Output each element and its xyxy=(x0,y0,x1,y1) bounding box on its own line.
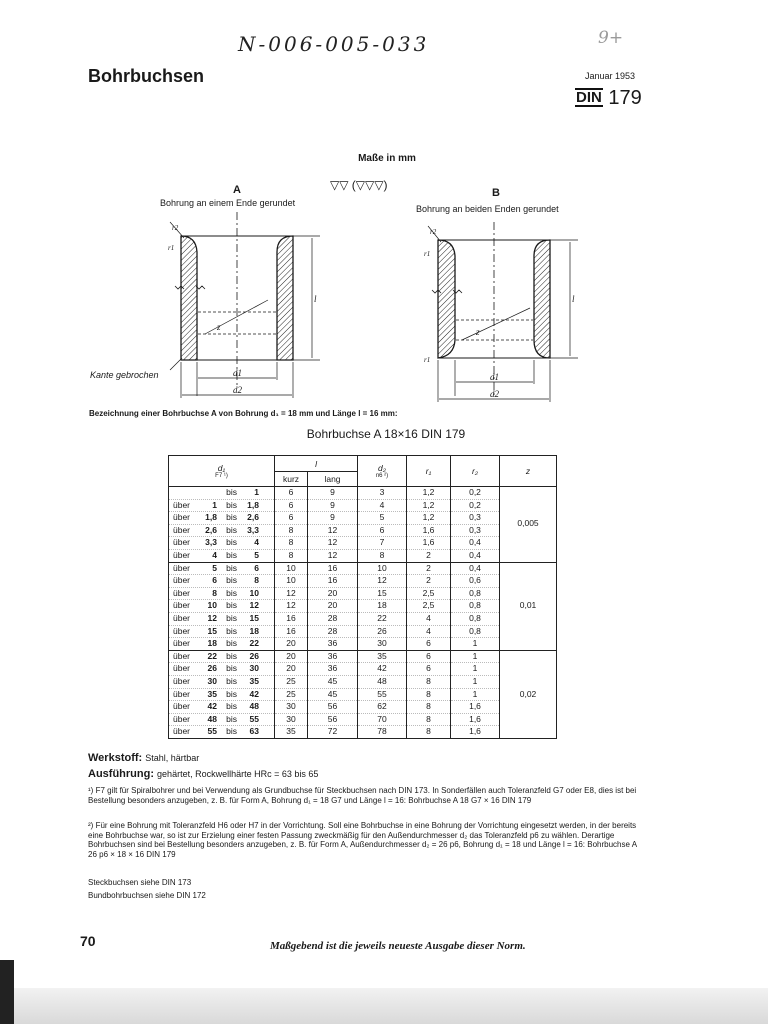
table-row xyxy=(169,688,557,701)
cell-d2: 22 xyxy=(358,612,407,625)
cell-d1: bis 1 xyxy=(169,487,275,500)
bushing-technical-drawing xyxy=(0,0,768,410)
execution-label: Ausführung: xyxy=(88,768,154,780)
cell-lang: 16 xyxy=(308,575,358,588)
cell-d2: 5 xyxy=(358,512,407,525)
cell-kurz: 6 xyxy=(275,512,308,525)
cell-r2: 0,4 xyxy=(451,537,500,550)
cell-r2: 0,8 xyxy=(451,587,500,600)
cell-r2: 0,4 xyxy=(451,562,500,575)
cell-d1: über 1,8 bis 2,6 xyxy=(169,512,275,525)
table-row xyxy=(169,701,557,714)
cell-r2: 1,6 xyxy=(451,701,500,714)
cell-r2: 0,8 xyxy=(451,600,500,613)
cell-kurz: 8 xyxy=(275,549,308,562)
scan-left-edge xyxy=(0,960,14,1024)
label-r2-b: r2 xyxy=(430,228,437,236)
cell-d1: über 8 bis 10 xyxy=(169,587,275,600)
cell-kurz: 6 xyxy=(275,487,308,500)
pencil-corner-mark: 9+ xyxy=(598,28,624,48)
material-value: Stahl, härtbar xyxy=(145,753,200,763)
cell-d2: 55 xyxy=(358,688,407,701)
cell-r1: 1,6 xyxy=(407,537,451,550)
footer-notice: Maßgebend ist die jeweils neueste Ausgabe dieser Norm. xyxy=(270,940,526,952)
cell-r1: 6 xyxy=(407,638,451,651)
drawing-dimension-labels xyxy=(168,224,575,399)
cell-lang: 12 xyxy=(308,524,358,537)
cell-r1: 8 xyxy=(407,688,451,701)
cell-kurz: 16 xyxy=(275,625,308,638)
header-l: l xyxy=(275,456,358,472)
cell-d1: über 42 bis 48 xyxy=(169,701,275,714)
edge-note: Kante gebrochen xyxy=(90,370,159,380)
cell-r2: 0,2 xyxy=(451,499,500,512)
cell-lang: 9 xyxy=(308,512,358,525)
cell-r2: 1 xyxy=(451,675,500,688)
header-r1: r₁ xyxy=(407,456,451,487)
cell-kurz: 35 xyxy=(275,726,308,739)
cell-r1: 8 xyxy=(407,675,451,688)
cell-d2: 18 xyxy=(358,600,407,613)
table-row xyxy=(169,675,557,688)
cell-r2: 1 xyxy=(451,688,500,701)
cell-z: 0,01 xyxy=(500,562,557,650)
cell-d2: 8 xyxy=(358,549,407,562)
cell-r2: 0,3 xyxy=(451,524,500,537)
label-r1-a: r1 xyxy=(168,244,175,252)
cell-d2: 35 xyxy=(358,650,407,663)
cell-lang: 28 xyxy=(308,612,358,625)
header-d2: d₂ n6 ²) xyxy=(358,456,407,487)
cell-lang: 36 xyxy=(308,650,358,663)
cell-d2: 30 xyxy=(358,638,407,651)
cell-r2: 0,4 xyxy=(451,549,500,562)
cell-lang: 28 xyxy=(308,625,358,638)
form-a-description: Bohrung an einem Ende gerundet xyxy=(160,198,296,208)
header-z: z xyxy=(500,456,557,487)
cell-d2: 78 xyxy=(358,726,407,739)
label-z-b: z xyxy=(476,327,480,337)
cell-d1: über 26 bis 30 xyxy=(169,663,275,676)
scan-bottom-edge xyxy=(0,988,768,1024)
cell-d1: über 5 bis 6 xyxy=(169,562,275,575)
cell-lang: 36 xyxy=(308,638,358,651)
cell-r1: 1,2 xyxy=(407,512,451,525)
cell-r2: 1 xyxy=(451,638,500,651)
form-a-letter: A xyxy=(233,184,241,196)
cell-d1: über 18 bis 22 xyxy=(169,638,275,651)
table-row xyxy=(169,600,557,613)
cell-kurz: 12 xyxy=(275,587,308,600)
dimensions-table-wrapper xyxy=(168,455,556,739)
cell-kurz: 6 xyxy=(275,499,308,512)
header-lang: lang xyxy=(308,472,358,487)
form-b-letter: B xyxy=(492,187,500,199)
cell-lang: 16 xyxy=(308,562,358,575)
dimensions-table xyxy=(168,455,557,739)
header-r2: r₂ xyxy=(451,456,500,487)
cell-d1: über 6 bis 8 xyxy=(169,575,275,588)
cell-r1: 6 xyxy=(407,663,451,676)
cell-r1: 2 xyxy=(407,549,451,562)
cell-lang: 9 xyxy=(308,499,358,512)
cell-d1: über 4 bis 5 xyxy=(169,549,275,562)
cell-lang: 36 xyxy=(308,663,358,676)
cell-lang: 12 xyxy=(308,549,358,562)
cell-kurz: 20 xyxy=(275,650,308,663)
form-a-bushing-section xyxy=(170,212,320,398)
cell-d1: über 48 bis 55 xyxy=(169,713,275,726)
table-row xyxy=(169,587,557,600)
label-d1-a: d1 xyxy=(233,368,242,378)
cell-d2: 48 xyxy=(358,675,407,688)
cell-kurz: 20 xyxy=(275,663,308,676)
table-row xyxy=(169,726,557,739)
cell-d2: 3 xyxy=(358,487,407,500)
cell-lang: 20 xyxy=(308,600,358,613)
cell-r1: 6 xyxy=(407,650,451,663)
surface-finish-symbol: ▽▽ (▽▽▽) xyxy=(330,178,388,192)
cell-r2: 0,2 xyxy=(451,487,500,500)
footnote-1-text: F7 gilt für Spiralbohrer und bei Verwendung als Grundbuchse für Steckbuchsen nach DIN 173. In Sonderfällen auch Toleranzfeld G7 oder E8, dies ist bei Bestellung besonders anzugeben, z. B. für Form A, Bohrung d₁ = 18 G7 und Länge l = 16: Bohrbuchse A 18 G7 × 16 DIN 179 xyxy=(88,786,637,805)
table-row xyxy=(169,499,557,512)
cell-r2: 0,3 xyxy=(451,512,500,525)
din-number: 179 xyxy=(608,87,642,109)
header-d1: d₁ F7 ¹) xyxy=(169,456,275,487)
header-kurz: kurz xyxy=(275,472,308,487)
table-row xyxy=(169,650,557,663)
cell-d1: über 1 bis 1,8 xyxy=(169,499,275,512)
cell-d1: über 22 bis 26 xyxy=(169,650,275,663)
cell-r2: 0,8 xyxy=(451,612,500,625)
table-row xyxy=(169,638,557,651)
cell-kurz: 8 xyxy=(275,524,308,537)
cross-reference-steckbuchsen: Steckbuchsen siehe DIN 173 xyxy=(88,878,192,887)
table-row xyxy=(169,537,557,550)
label-l-a: l xyxy=(314,294,317,304)
cell-r1: 8 xyxy=(407,726,451,739)
table-row xyxy=(169,625,557,638)
cell-d1: über 2,6 bis 3,3 xyxy=(169,524,275,537)
label-r1-b-bottom: r1 xyxy=(424,356,431,364)
cell-d1: über 3,3 bis 4 xyxy=(169,537,275,550)
cell-z: 0,02 xyxy=(500,650,557,738)
cell-kurz: 25 xyxy=(275,675,308,688)
cell-d2: 42 xyxy=(358,663,407,676)
label-d2-a: d2 xyxy=(233,385,242,395)
cell-r1: 4 xyxy=(407,625,451,638)
cell-r1: 4 xyxy=(407,612,451,625)
cell-r2: 1,6 xyxy=(451,713,500,726)
cell-r1: 1,6 xyxy=(407,524,451,537)
cell-r1: 8 xyxy=(407,713,451,726)
execution-value: gehärtet, Rockwellhärte HRc = 63 bis 65 xyxy=(157,769,319,779)
form-b-description: Bohrung an beiden Enden gerundet xyxy=(416,204,559,214)
cell-r1: 2 xyxy=(407,562,451,575)
cell-kurz: 30 xyxy=(275,713,308,726)
cell-r1: 2,5 xyxy=(407,600,451,613)
cell-d2: 12 xyxy=(358,575,407,588)
cell-kurz: 20 xyxy=(275,638,308,651)
table-row xyxy=(169,575,557,588)
cell-r2: 0,8 xyxy=(451,625,500,638)
units-label: Maße in mm xyxy=(358,153,416,164)
cell-kurz: 25 xyxy=(275,688,308,701)
cell-lang: 9 xyxy=(308,487,358,500)
label-l-b: l xyxy=(572,294,575,304)
cell-r2: 0,6 xyxy=(451,575,500,588)
label-d2-b: d2 xyxy=(490,389,499,399)
footnote-2-text: Für eine Bohrung mit Toleranzfeld H6 oder H7 in der Vorrichtung. Soll eine Bohrbuchse in eine Bohrung der Vorrichtung eingesetzt werden, in der bereits eine Bohrbuchse war, so ist zur Erzielung einer festen Passung zweckmäßig für den Außendurchmesser d₂ das Toleranzfeld p6 zu wählen. Derartige Bohrbuchsen sind bei Bestellung besonders anzugeben, z. B. für Form A, Außendurchmesser d₂ = 26 p6, Bohrung d₁ = 18 und Länge l = 16: Bohrbuchse A 26 p6 × 18 × 16 DIN 179 xyxy=(88,821,637,859)
table-row xyxy=(169,562,557,575)
table-row xyxy=(169,612,557,625)
footnote-1: ¹) F7 gilt für Spiralbohrer und bei Verwendung als Grundbuchse für Steckbuchsen nach DIN 173. In Sonderfällen auch Toleranzfeld G7 oder E8, dies ist bei Bestellung besonders anzugeben, z. B. für Form A, Bohrung d₁ = 18 G7 und Länge l = 16: Bohrbuchse A 18 G7 × 16 DIN 179 xyxy=(88,786,637,805)
cross-reference-bundbohrbuchsen: Bundbohrbuchsen siehe DIN 172 xyxy=(88,891,206,900)
cell-kurz: 10 xyxy=(275,575,308,588)
cell-r1: 1,2 xyxy=(407,499,451,512)
table-row xyxy=(169,524,557,537)
table-row xyxy=(169,549,557,562)
cell-kurz: 10 xyxy=(275,562,308,575)
cell-d1: über 10 bis 12 xyxy=(169,600,275,613)
material-spec xyxy=(88,752,199,764)
cell-kurz: 8 xyxy=(275,537,308,550)
cell-d1: über 35 bis 42 xyxy=(169,688,275,701)
cell-d2: 6 xyxy=(358,524,407,537)
cell-d2: 10 xyxy=(358,562,407,575)
cell-d1: über 12 bis 15 xyxy=(169,612,275,625)
page-title: Bohrbuchsen xyxy=(88,66,205,86)
page-number: 70 xyxy=(80,933,96,949)
designation-example-description: Bezeichnung einer Bohrbuchse A von Bohrung d₁ = 18 mm und Länge l = 16 mm: xyxy=(89,409,398,418)
designation-example: Bohrbuchse A 18×16 DIN 179 xyxy=(306,427,466,441)
cell-lang: 56 xyxy=(308,713,358,726)
dimensions-table-body xyxy=(169,487,557,739)
cell-r1: 8 xyxy=(407,701,451,714)
cell-d1: über 15 bis 18 xyxy=(169,625,275,638)
cell-r1: 2 xyxy=(407,575,451,588)
cell-d2: 62 xyxy=(358,701,407,714)
cell-d2: 15 xyxy=(358,587,407,600)
cell-r2: 1 xyxy=(451,663,500,676)
cell-d2: 4 xyxy=(358,499,407,512)
label-r1-b: r1 xyxy=(424,250,431,258)
footnote-2: ²) Für eine Bohrung mit Toleranzfeld H6 oder H7 in der Vorrichtung. Soll eine Bohrbuchse in eine Bohrung der Vorrichtung eingesetzt werden, in der bereits eine Bohrbuchse war, so ist zur Erzielung einer festen Passung zweckmäßig für den Außendurchmesser d₂ das Toleranzfeld p6 zu wählen. Derartige Bohrbuchsen sind bei Bestellung besonders anzugeben, z. B. für Form A, Außendurchmesser d₂ = 26 p6, Bohrung d₁ = 18 und Länge l = 16: Bohrbuchse A 26 p6 × 18 × 16 DIN 179 xyxy=(88,821,637,859)
cell-z: 0,005 xyxy=(500,487,557,563)
form-b-bushing-section xyxy=(428,222,578,402)
cell-lang: 45 xyxy=(308,688,358,701)
table-row xyxy=(169,663,557,676)
cell-lang: 45 xyxy=(308,675,358,688)
cell-lang: 20 xyxy=(308,587,358,600)
cell-d2: 7 xyxy=(358,537,407,550)
din-prefix: DIN xyxy=(576,89,602,106)
label-d1-b: d1 xyxy=(490,372,499,382)
execution-spec xyxy=(88,768,318,780)
label-z-a: z xyxy=(217,322,221,332)
cell-d2: 70 xyxy=(358,713,407,726)
table-row xyxy=(169,512,557,525)
label-r2-a: r2 xyxy=(172,224,179,232)
issue-date: Januar 1953 xyxy=(585,71,636,81)
cell-d1: über 55 bis 63 xyxy=(169,726,275,739)
cell-r2: 1,6 xyxy=(451,726,500,739)
table-row xyxy=(169,713,557,726)
cell-r1: 1,2 xyxy=(407,487,451,500)
cell-lang: 12 xyxy=(308,537,358,550)
cell-kurz: 16 xyxy=(275,612,308,625)
cell-r2: 1 xyxy=(451,650,500,663)
table-row xyxy=(169,487,557,500)
cell-kurz: 12 xyxy=(275,600,308,613)
cell-lang: 56 xyxy=(308,701,358,714)
handwritten-document-number: N-006-005-033 xyxy=(238,32,430,56)
cell-lang: 72 xyxy=(308,726,358,739)
cell-kurz: 30 xyxy=(275,701,308,714)
material-label: Werkstoff: xyxy=(88,752,143,764)
cell-r1: 2,5 xyxy=(407,587,451,600)
cell-d2: 26 xyxy=(358,625,407,638)
cell-d1: über 30 bis 35 xyxy=(169,675,275,688)
